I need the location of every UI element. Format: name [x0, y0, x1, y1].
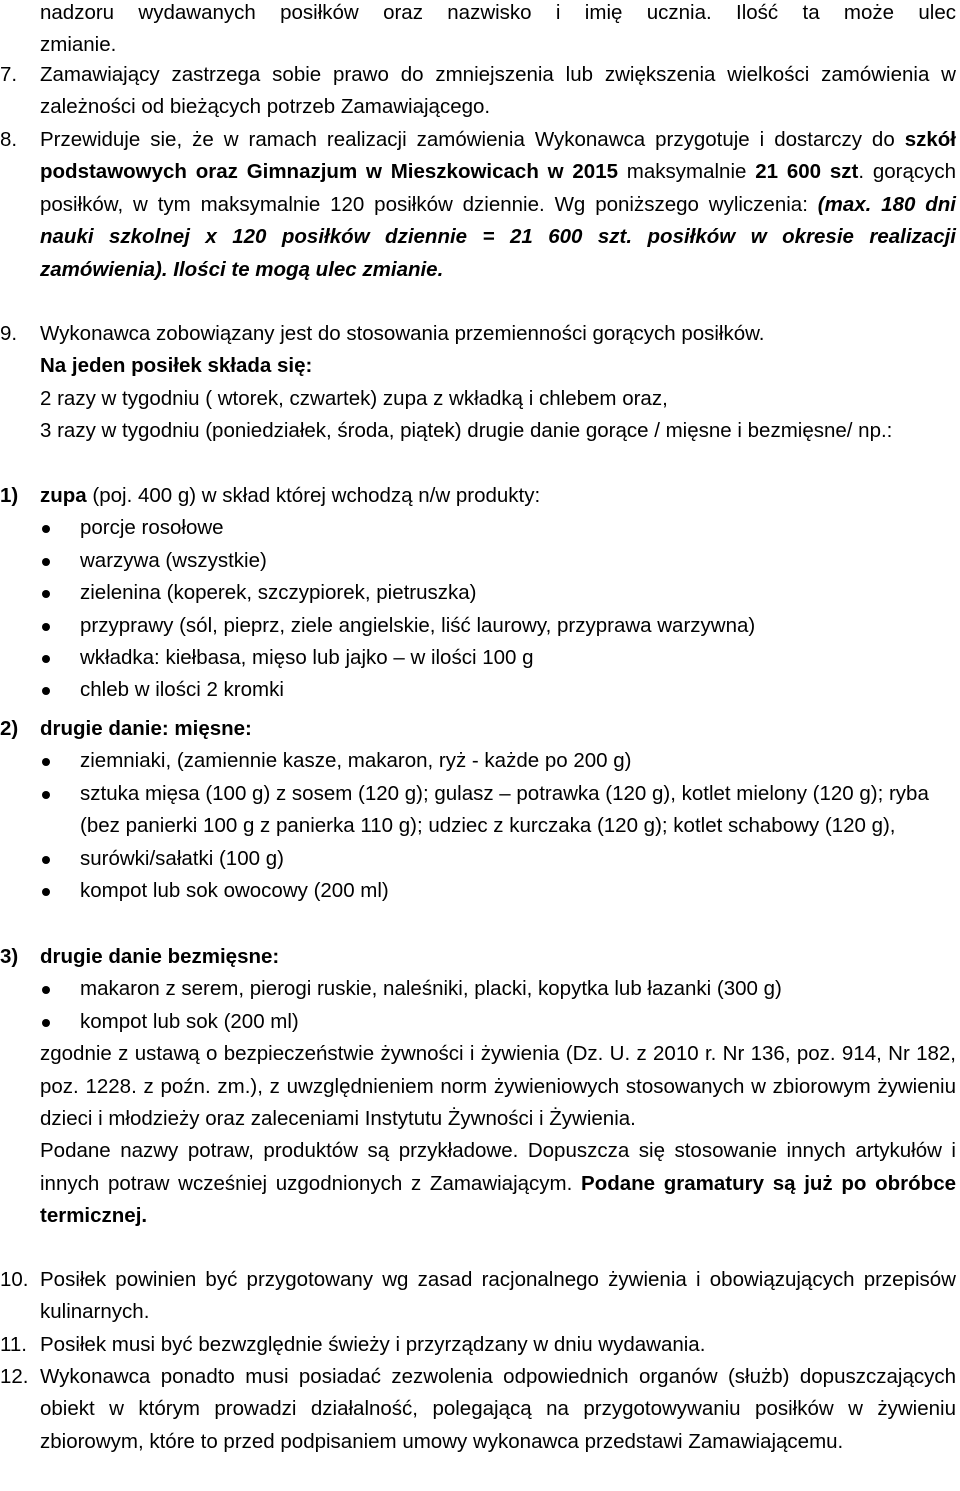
- list-item: [0, 512, 956, 544]
- bullet-text: makaron z serem, pierogi ruskie, naleśniki, placki, kopytka lub łazanki (300 g): [80, 977, 782, 1001]
- item-number: 11.: [0, 1333, 27, 1356]
- text-run: Przewiduje sie, że w ramach realizacji zamówienia Wykonawca przygotuje i dostarczy do: [40, 128, 905, 151]
- bold-run: szkół podstawowych oraz Gimnazjum w Mieszkowicach w 2015: [40, 128, 956, 184]
- section-number: 3): [0, 945, 19, 968]
- bullet-text: kompot lub sok owocowy (200 ml): [80, 879, 389, 903]
- item-line: 3 razy w tygodniu (poniedziałek, środa, piątek) drugie danie gorące / mięsne i bezmięsne/ np.:: [40, 419, 893, 443]
- item-text: Posiłek powinien być przygotowany wg zasad racjonalnego żywienia i obowiązujących przepisów kulinarnych.: [40, 1268, 956, 1324]
- top-line-2: zmianie.: [40, 33, 117, 57]
- top-line-1: nadzoru wydawanych posiłków oraz nazwisko i imię ucznia. Ilość ta może ulec: [40, 1, 956, 24]
- bullet-text: porcje rosołowe: [80, 516, 224, 540]
- item-number: 7.: [0, 63, 18, 86]
- list-item: [0, 875, 956, 907]
- bold-run: zupa: [40, 484, 87, 507]
- item-text: Wykonawca ponadto musi posiadać zezwolenia odpowiednich organów (służb) dopuszczających obiekt w którym prowadzi działalność, polegającą na przygotowywaniu posiłków w żywieniu zbiorowym, które to przed podpisaniem umowy wykonawca przedstawi Zamawiającemu.: [40, 1365, 956, 1453]
- list-item: [0, 778, 956, 843]
- bold-run: Podane gramatury są już po obróbce termicznej.: [40, 1171, 956, 1228]
- item-text: Zamawiający zastrzega sobie prawo do zmniejszenia lub zwiększenia wielkości zamówienia w zależności od bieżących potrzeb Zamawiającego.: [40, 63, 956, 119]
- list-item-9: [0, 318, 956, 448]
- bullet-icon: [0, 512, 80, 544]
- section-number: 2): [0, 717, 19, 740]
- bullet-icon: [0, 1006, 80, 1038]
- section-number: 1): [0, 484, 19, 507]
- bullet-text: ziemniaki, (zamiennie kasze, makaron, ryż - każde po 200 g): [80, 749, 632, 773]
- item-text: [40, 318, 956, 448]
- law-reference: zgodnie z ustawą o bezpieczeństwie żywności i żywienia (Dz. U. z 2010 r. Nr 136, poz. 914, Nr 182, poz. 1228. z poźn. zm.), z uwzględnieniem norm żywieniowych stosowanych w zbiorowym żywieniu dzieci i młodzieży oraz zaleceniami Instytutu Żywności i Żywienia.: [40, 1042, 956, 1131]
- bold-heading: Na jeden posiłek składa się:: [40, 354, 313, 378]
- bullet-text: sztuka mięsa (100 g) z sosem (120 g); gulasz – potrawka (120 g), kotlet mielony (120 g); ryba (bez panierki 100 g z panierka 110 g); udziec z kurczaka (120 g); kotlet schabowy (120 g),: [80, 781, 929, 838]
- meat-heading: [0, 713, 956, 745]
- item-line: Wykonawca zobowiązany jest do stosowania przemienności gorących posiłków.: [40, 322, 765, 345]
- bullet-text: zielenina (koperek, szczypiorek, pietruszka): [80, 581, 477, 605]
- list-item: [0, 577, 956, 609]
- text-run: (poj. 400 g) w skład której wchodzą n/w produkty:: [86, 484, 541, 507]
- text-run: . gorących posiłków, w tym maksymalnie 120 posiłków dziennie. Wg poniższego wyliczenia:: [40, 160, 957, 216]
- veg-section: [0, 941, 956, 1233]
- bullet-icon: [0, 674, 80, 706]
- bullet-icon: [0, 545, 80, 577]
- bullet-icon: [0, 843, 80, 875]
- veg-heading: [0, 941, 956, 973]
- bullet-icon: [0, 610, 80, 642]
- bullet-text: wkładka: kiełbasa, mięso lub jajko – w ilości 100 g: [80, 646, 534, 670]
- soup-section: [0, 480, 956, 707]
- list-item: [0, 843, 956, 875]
- item-line: 2 razy w tygodniu ( wtorek, czwartek) zupa z wkładką i chlebem oraz,: [40, 386, 668, 410]
- item-text: Posiłek musi być bezwzględnie świeży i przyrządzany w dniu wydawania.: [40, 1333, 706, 1356]
- bold-run: 21 600 szt: [755, 160, 859, 184]
- text-run: maksymalnie: [618, 160, 756, 184]
- top-continuation: [0, 0, 956, 62]
- item-number: 10.: [0, 1268, 29, 1291]
- italic-bold-run: (max. 180 dni nauki szkolnej x 120 posiłków dziennie = 21 600 szt. posiłków w okresie realizacji zamówienia). Ilości te mogą ulec zmianie.: [40, 192, 956, 281]
- note-paragraph: [0, 1135, 956, 1232]
- bullet-text: chleb w ilości 2 kromki: [80, 678, 284, 702]
- list-item-10: [0, 1264, 956, 1329]
- soup-heading: [0, 480, 956, 512]
- bold-run: drugie danie bezmięsne:: [40, 945, 280, 968]
- list-item: [0, 1006, 956, 1038]
- bullet-icon: [0, 778, 80, 843]
- list-item: [0, 545, 956, 577]
- list-item: [0, 674, 956, 706]
- item-number: 9.: [0, 322, 18, 345]
- meat-section: [0, 713, 956, 907]
- list-item-7: [0, 59, 956, 124]
- item-number: 8.: [0, 128, 18, 151]
- item-number: 12.: [0, 1365, 29, 1388]
- bold-run: drugie danie: mięsne:: [40, 717, 252, 740]
- list-item-12: [0, 1361, 956, 1458]
- bullet-text: przyprawy (sól, pieprz, ziele angielskie, liść laurowy, przyprawa warzywna): [80, 613, 756, 637]
- bullet-text: surówki/sałatki (100 g): [80, 846, 284, 870]
- bullet-icon: [0, 745, 80, 777]
- bullet-text: kompot lub sok (200 ml): [80, 1009, 299, 1033]
- list-item: [0, 642, 956, 674]
- list-item: [0, 745, 956, 777]
- bullet-icon: [0, 642, 80, 674]
- list-item: [0, 973, 956, 1005]
- item-text: [40, 124, 956, 286]
- text-run: Podane nazwy potraw, produktów są przykładowe. Dopuszcza się stosowanie innych artykułów i innych potraw wcześniej uzgodnionych z Zamawiającym.: [40, 1139, 956, 1195]
- list-item-8: [0, 124, 956, 286]
- list-item-11: [0, 1329, 956, 1361]
- bullet-icon: [0, 973, 80, 1005]
- bullet-text: warzywa (wszystkie): [80, 548, 267, 572]
- list-item: [0, 610, 956, 642]
- bullet-icon: [0, 577, 80, 609]
- bullet-icon: [0, 875, 80, 907]
